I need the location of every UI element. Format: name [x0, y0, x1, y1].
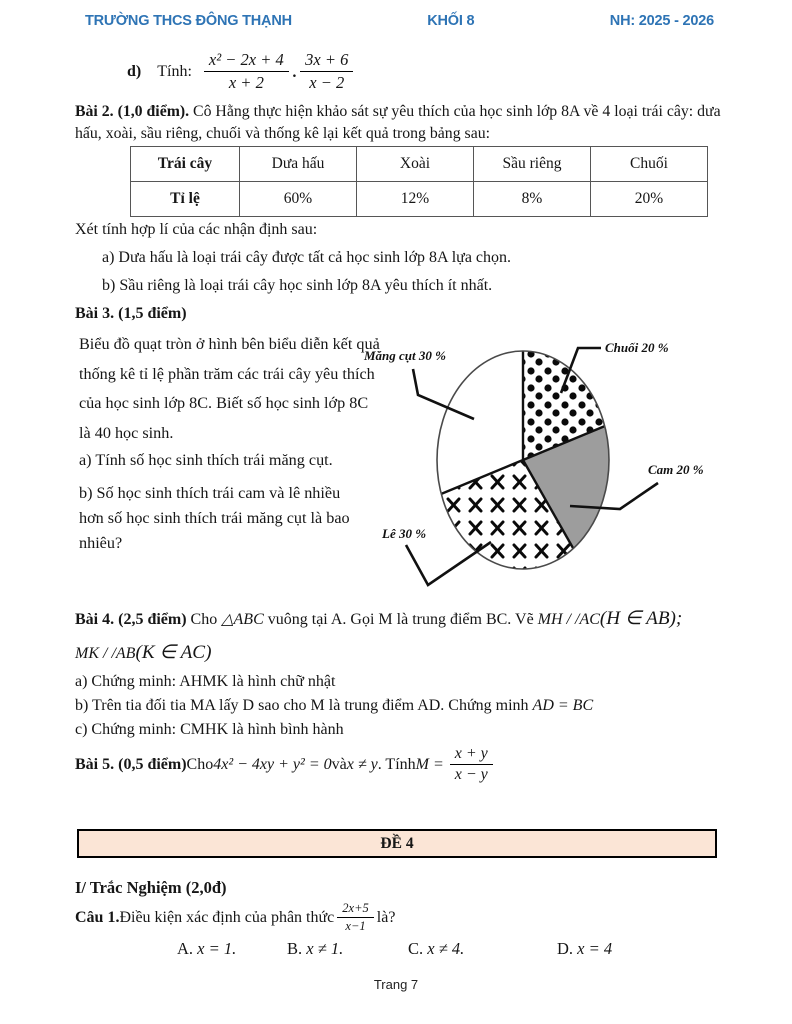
bai5-title: Bài 5. (0,5 điểm) — [75, 755, 187, 773]
bai2-intro — [75, 101, 725, 144]
problem-d-label: d) — [127, 62, 142, 80]
bai4-item-b-math: AD = BC — [532, 697, 594, 714]
cau1-fraction-denominator: x−1 — [345, 919, 366, 933]
bai2-title: Bài 2. (1,0 điểm). — [75, 103, 190, 120]
multiplication-dot: · — [291, 67, 298, 85]
cau1-text: Điều kiện xác định của phân thức — [119, 908, 335, 926]
option-math: x ≠ 1. — [306, 939, 344, 958]
section1-title: I/ Trắc Nghiệm (2,0đ) — [75, 878, 227, 897]
problem-d-prefix: Tính: — [157, 62, 192, 80]
table-header-cell: Sầu riêng — [474, 147, 591, 182]
bai4-math-paren1: (H ∈ AB); — [599, 608, 683, 629]
problem-d-line — [127, 50, 353, 93]
table-header-cell: Dưa hấu — [240, 147, 357, 182]
cau1-option-a — [177, 939, 236, 959]
bai5-text: và — [331, 755, 347, 773]
bai4-text: vuông tại A. Gọi M là trung điểm BC. Vẽ — [263, 611, 538, 628]
fraction-1-denominator: x + 2 — [228, 73, 264, 92]
cau1-text-after: là? — [376, 908, 396, 926]
bai4-item-b — [75, 697, 593, 715]
option-letter: A. — [177, 939, 198, 958]
de4-banner: ĐỀ 4 — [77, 829, 717, 858]
school-name: TRƯỜNG THCS ĐÔNG THẠNH — [85, 13, 292, 29]
bai5-line — [75, 745, 493, 784]
bai5-equation: 4x² − 4xy + y² = 0 — [213, 755, 332, 773]
table-value-cell: 60% — [240, 182, 357, 217]
bai4-math-mk: MK / /AB — [75, 645, 136, 662]
option-math: x ≠ 4. — [427, 939, 465, 958]
bai2-intro-text: Cô Hằng thực hiện khảo sát sự yêu thích của học sinh lớp 8A về 4 loại trái cây: dưa hấu, xoài, sầu riêng, chuối và thống kê lại kết quả trong bảng sau: — [75, 103, 721, 142]
bai4-math-mh: MH / /AC — [537, 611, 600, 628]
option-math: x = 1. — [197, 939, 237, 958]
fruit-survey-table — [130, 146, 708, 217]
problem-d-expression — [204, 50, 353, 93]
table-value-row — [131, 182, 708, 217]
bai5-fraction-denominator: x − y — [454, 766, 488, 783]
pie-label-mangcut: Măng cụt 30 % — [364, 348, 446, 363]
table-header-cell: Xoài — [357, 147, 474, 182]
option-letter: C. — [408, 939, 428, 958]
cau1-option-d — [557, 939, 612, 959]
bai4-item-b-text: b) Trên tia đối tia MA lấy D sao cho M là trung điểm AD. Chứng minh — [75, 697, 533, 714]
school-year-label: NH: 2025 - 2026 — [609, 13, 714, 29]
bai2-note: Xét tính hợp lí của các nhận định sau: — [75, 221, 318, 238]
cau1-option-b — [287, 939, 343, 959]
table-value-cell: 12% — [357, 182, 474, 217]
bai2-item-a: a) Dưa hấu là loại trái cây được tất cả học sinh lớp 8A lựa chọn. — [102, 249, 512, 266]
cau1-option-c — [408, 939, 464, 959]
document-header — [85, 13, 714, 29]
pie-label-le: Lê 30 % — [382, 526, 427, 541]
bai4-line2 — [75, 640, 212, 664]
pie-label-cam: Cam 20 % — [648, 462, 704, 477]
cau1-label: Câu 1. — [75, 908, 120, 926]
bai5-fraction — [450, 745, 493, 784]
bai4-math-paren2: (K ∈ AC) — [135, 642, 212, 663]
pie-chart — [356, 333, 768, 611]
table-header-row — [131, 147, 708, 182]
bai5-text: Cho — [186, 755, 214, 773]
pie-label-chuoi: Chuối 20 % — [605, 340, 669, 355]
bai5-m-equals: M = — [415, 755, 444, 773]
fraction-2-numerator: 3x + 6 — [300, 50, 353, 72]
table-value-cell: 20% — [591, 182, 708, 217]
bai5-text: . Tính — [377, 755, 416, 773]
grade-label: KHỐI 8 — [427, 13, 475, 29]
table-value-cell: 8% — [474, 182, 591, 217]
bai3-description: Biểu đồ quạt tròn ở hình bên biểu diễn kết quả thống kê tỉ lệ phần trăm các trái cây yêu thích của học sinh lớp 8C. Biết số học sinh lớp 8C là 40 học sinh. — [79, 335, 380, 442]
bai4-text: Cho — [186, 611, 222, 628]
option-math: x = 4 — [577, 939, 613, 958]
fraction-2 — [300, 50, 353, 93]
option-letter: B. — [287, 939, 307, 958]
bai4-item-c: c) Chứng minh: CMHK là hình bình hành — [75, 721, 344, 738]
bai4-title: Bài 4. (2,5 điểm) — [75, 611, 187, 628]
bai3-item-a: a) Tính số học sinh thích trái măng cụt. — [79, 451, 333, 469]
bai3-title: Bài 3. (1,5 điểm) — [75, 305, 187, 322]
cau1-fraction-numerator: 2x+5 — [337, 901, 373, 918]
option-letter: D. — [557, 939, 578, 958]
fraction-2-denominator: x − 2 — [309, 73, 345, 92]
bai4-line1 — [75, 606, 735, 630]
bai5-fraction-numerator: x + y — [450, 745, 493, 765]
table-header-cell: Trái cây — [131, 147, 240, 182]
table-header-cell: Chuối — [591, 147, 708, 182]
fraction-1-numerator: x² − 2x + 4 — [204, 50, 289, 72]
cau1-fraction — [337, 901, 373, 934]
cau1-line — [75, 901, 395, 934]
bai3-item-b: b) Số học sinh thích trái cam và lê nhiều hơn số học sinh thích trái măng cụt là bao nhiêu? — [79, 484, 350, 552]
bai5-condition: x ≠ y — [346, 755, 378, 773]
fraction-1 — [204, 50, 289, 93]
page-number: Trang 7 — [373, 977, 419, 992]
bai2-item-b: b) Sầu riêng là loại trái cây học sinh lớp 8A yêu thích ít nhất. — [102, 277, 493, 294]
table-row-label: Tỉ lệ — [131, 182, 240, 217]
bai4-item-a: a) Chứng minh: AHMK là hình chữ nhật — [75, 673, 336, 690]
bai4-math-triangle: △ABC — [221, 611, 264, 628]
